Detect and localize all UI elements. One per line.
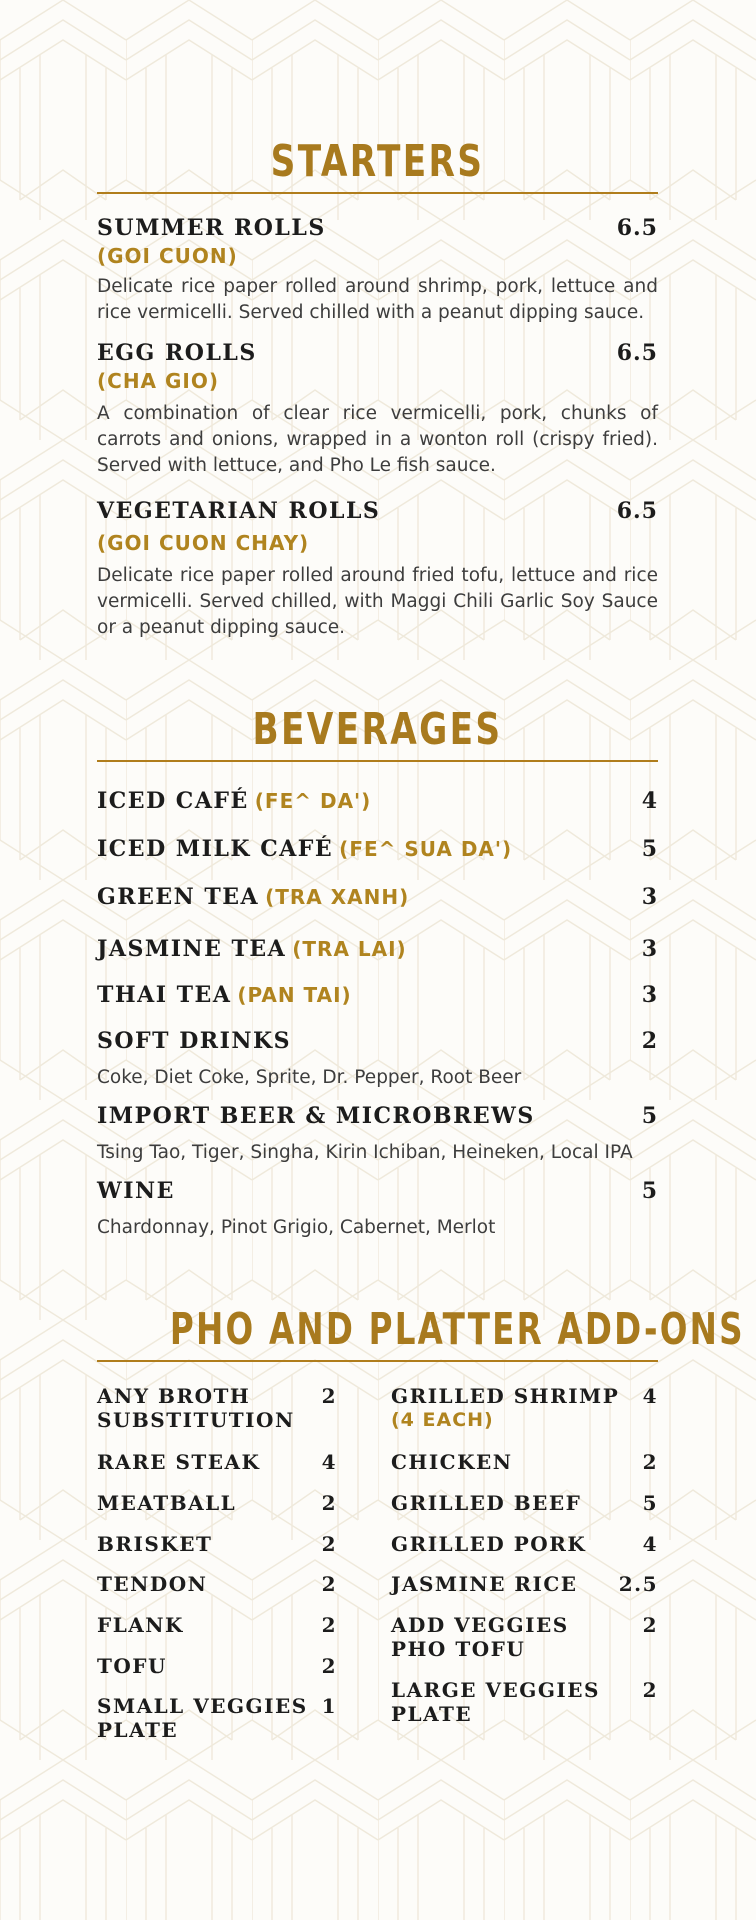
starters-title: STARTERS: [270, 136, 485, 187]
addon-price: 2: [642, 1450, 658, 1474]
menu-item: [97, 836, 658, 864]
item-vietnamese-name: (GOI CUON): [97, 244, 238, 268]
addon-name: MEATBALL: [97, 1491, 237, 1515]
addon-item: [97, 1384, 337, 1432]
addon-item: [391, 1678, 658, 1726]
item-name: EGG ROLLS: [97, 340, 257, 366]
item-price: 4: [641, 788, 658, 814]
addons-rule: [97, 1360, 658, 1362]
item-vietnamese-name: (CHA GIO): [97, 369, 219, 393]
addon-price: 2: [321, 1491, 337, 1515]
item-price: 5: [641, 1103, 658, 1129]
addon-name: ADD VEGGIES: [391, 1613, 569, 1637]
addon-name: JASMINE RICE: [391, 1572, 578, 1596]
addon-item: [391, 1491, 658, 1515]
addon-item: [97, 1572, 337, 1596]
item-price: 6.5: [616, 498, 658, 524]
menu-item: [97, 982, 658, 1010]
addon-item: [391, 1532, 658, 1556]
item-price: 3: [641, 884, 658, 910]
menu-item: [97, 215, 658, 326]
addon-price: 2: [321, 1654, 337, 1678]
starters-section: [97, 136, 658, 638]
item-price: 2: [641, 1028, 658, 1054]
addon-price: 5: [642, 1491, 658, 1515]
addon-name: CHICKEN: [391, 1450, 513, 1474]
addon-name: TENDON: [97, 1572, 208, 1596]
addon-item: [97, 1450, 337, 1474]
item-vietnamese-name: (FE^ DA'): [254, 789, 372, 813]
item-description: Tsing Tao, Tiger, Singha, Kirin Ichiban, Heineken, Local IPA: [97, 1142, 633, 1163]
addon-name: SMALL VEGGIES: [97, 1694, 308, 1718]
item-description: Delicate rice paper rolled around shrimp, pork, lettuce and rice vermicelli. Served chilled with a peanut dipping sauce.: [97, 276, 658, 323]
addon-item: [97, 1532, 337, 1556]
menu-item: [97, 1178, 658, 1241]
item-vietnamese-name: (TRA LAI): [292, 937, 407, 961]
addon-item: [97, 1491, 337, 1515]
item-description: Chardonnay, Pinot Grigio, Cabernet, Merlot: [97, 1217, 496, 1238]
addon-name: RARE STEAK: [97, 1450, 261, 1474]
addon-item: [391, 1450, 658, 1474]
addon-price: 2: [321, 1384, 337, 1408]
beverages-section: [97, 704, 658, 1238]
addon-name: GRILLED PORK: [391, 1532, 587, 1556]
item-name: ICED CAFÉ: [97, 788, 249, 814]
item-vietnamese-name: (TRA XANH): [265, 885, 410, 909]
item-price: 3: [641, 982, 658, 1008]
menu-item: [97, 1028, 658, 1091]
item-name: WINE: [97, 1178, 175, 1204]
item-vietnamese-name: (FE^ SUA DA'): [339, 837, 513, 861]
item-description: Delicate rice paper rolled around fried tofu, lettuce and rice vermicelli. Served chilled, with Maggi Chili Garlic Soy Sauce or a peanut dipping sauce.: [97, 565, 658, 638]
addon-name: GRILLED SHRIMP: [391, 1384, 620, 1408]
item-name: SUMMER ROLLS: [97, 215, 326, 241]
item-price: 5: [641, 1178, 658, 1204]
item-description: Coke, Diet Coke, Sprite, Dr. Pepper, Root Beer: [97, 1067, 522, 1088]
menu-item: [97, 936, 658, 964]
addon-price: 2.5: [618, 1572, 658, 1596]
addon-item: [391, 1572, 658, 1596]
addon-price: 1: [321, 1694, 337, 1718]
addon-name: FLANK: [97, 1613, 184, 1637]
addon-name-line2: PLATE: [97, 1718, 179, 1742]
menu-item: [97, 788, 658, 816]
item-name: ICED MILK CAFÉ: [97, 836, 334, 862]
item-name: VEGETARIAN ROLLS: [97, 498, 381, 524]
item-vietnamese-name: (GOI CUON CHAY): [97, 531, 310, 555]
addon-name: TOFU: [97, 1654, 167, 1678]
menu-item: [97, 1103, 658, 1166]
addon-item: [391, 1384, 658, 1432]
starters-rule: [97, 192, 658, 194]
addon-price: 2: [642, 1678, 658, 1702]
addon-price: 2: [321, 1572, 337, 1596]
beverages-title: BEVERAGES: [252, 704, 503, 755]
menu-item: [97, 498, 658, 641]
addon-price: 4: [321, 1450, 337, 1474]
addons-title: PHO AND PLATTER ADD-ONS: [169, 1304, 745, 1355]
addon-price: 4: [642, 1532, 658, 1556]
item-vietnamese-name: (PAN TAI): [237, 983, 352, 1007]
addons-section: [97, 1304, 745, 1742]
menu-item: [97, 884, 658, 912]
addon-sub: (4 EACH): [391, 1409, 494, 1431]
addon-item: [97, 1694, 337, 1742]
addon-price: 2: [321, 1532, 337, 1556]
item-name: SOFT DRINKS: [97, 1028, 291, 1054]
addon-price: 2: [321, 1613, 337, 1637]
item-price: 6.5: [616, 340, 658, 366]
item-name: GREEN TEA: [97, 884, 260, 910]
addon-name: ANY BROTH: [97, 1384, 251, 1408]
item-price: 5: [641, 836, 658, 862]
addon-price: 2: [642, 1613, 658, 1637]
addon-name: GRILLED BEEF: [391, 1491, 582, 1515]
item-price: 3: [641, 936, 658, 962]
item-name: JASMINE TEA: [97, 936, 287, 962]
addon-item: [97, 1613, 337, 1637]
item-name: IMPORT BEER & MICROBREWS: [97, 1103, 535, 1129]
item-description: A combination of clear rice vermicelli, pork, chunks of carrots and onions, wrapped in a wonton roll (crispy fried). Served with lettuce, and Pho Le fish sauce.: [97, 403, 658, 476]
addon-name-line2: SUBSTITUTION: [97, 1408, 295, 1432]
addon-name: LARGE VEGGIES: [391, 1678, 600, 1702]
addon-name-line2: PLATE: [391, 1702, 473, 1726]
addon-name-line2: PHO TOFU: [391, 1637, 526, 1661]
item-price: 6.5: [616, 215, 658, 241]
addon-item: [97, 1654, 337, 1678]
addon-item: [391, 1613, 658, 1661]
addon-price: 4: [642, 1384, 658, 1408]
addon-name: BRISKET: [97, 1532, 213, 1556]
item-name: THAI TEA: [97, 982, 232, 1008]
menu-item: [97, 340, 658, 479]
beverages-rule: [97, 760, 658, 762]
